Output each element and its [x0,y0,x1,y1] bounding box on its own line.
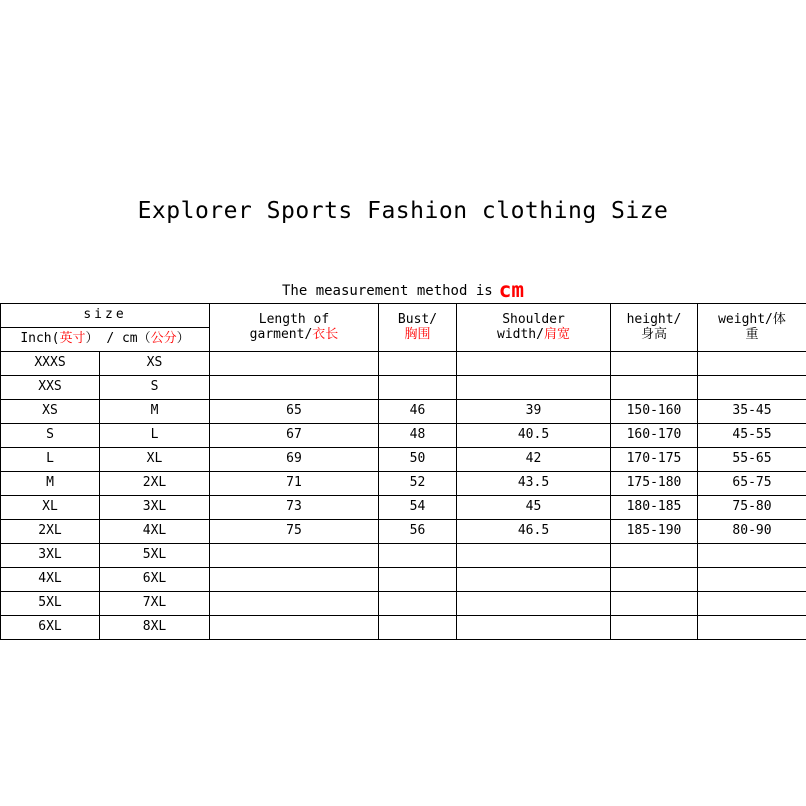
cell-length [210,376,379,400]
table-row [1,544,806,568]
cell-bust [379,592,457,616]
cell-weight [698,616,806,640]
header-inch-cm-label [1,328,210,352]
cell-cm: XL [100,448,210,472]
measurement-method-text: The measurement method is [281,283,493,299]
header-shoulder-line1: Shoulder [502,311,565,327]
header-weight-cn2: 重 [745,326,759,342]
cell-cm: 5XL [100,544,210,568]
cell-shoulder: 43.5 [457,472,611,496]
cell-shoulder: 39 [457,400,611,424]
cell-height: 180-185 [611,496,698,520]
header-length-of-garment [210,304,379,352]
cell-bust: 46 [379,400,457,424]
cell-bust [379,616,457,640]
header-cm-cn: 公分 [150,331,177,347]
cell-cm: 6XL [100,568,210,592]
cell-length [210,568,379,592]
cell-bust: 48 [379,424,457,448]
header-height-cn: 身高 [640,326,667,342]
cell-height [611,376,698,400]
cell-cm: L [100,424,210,448]
header-size-label: size [1,304,210,328]
header-cm-en: cm（ [121,331,151,347]
table-row [1,472,806,496]
cell-cm: M [100,400,210,424]
cell-bust: 50 [379,448,457,472]
cell-bust [379,352,457,376]
header-length-line1: Length of [258,311,330,327]
cell-cm: XS [100,352,210,376]
table-header-row-1 [1,304,806,328]
cell-height [611,544,698,568]
header-length-cn: 衣长 [312,326,339,342]
header-height-line1: height/ [626,311,682,327]
cell-cm: S [100,376,210,400]
cell-weight [698,568,806,592]
header-shoulder-line2: width/ [497,326,544,342]
cell-shoulder [457,568,611,592]
table-row [1,352,806,376]
cell-bust: 56 [379,520,457,544]
table-row [1,520,806,544]
cell-shoulder [457,592,611,616]
cell-length: 75 [210,520,379,544]
cell-weight: 80-90 [698,520,806,544]
cell-weight [698,352,806,376]
cell-length [210,592,379,616]
cell-inch: 3XL [1,544,100,568]
header-weight-line1: weight/ [718,311,773,327]
size-table [0,303,806,640]
cell-bust: 52 [379,472,457,496]
cell-cm: 7XL [100,592,210,616]
cell-shoulder [457,616,611,640]
header-inch-en: Inch( [20,331,60,347]
header-bust [379,304,457,352]
cell-cm: 4XL [100,520,210,544]
table-row [1,400,806,424]
header-slash: / [98,331,122,347]
cell-weight: 55-65 [698,448,806,472]
cell-length: 73 [210,496,379,520]
cell-shoulder [457,352,611,376]
table-row [1,496,806,520]
page-title: Explorer Sports Fashion clothing Size [137,198,669,224]
header-shoulder-cn: 肩宽 [543,326,570,342]
cell-weight: 45-55 [698,424,806,448]
cell-weight: 75-80 [698,496,806,520]
table-row [1,424,806,448]
cell-height: 150-160 [611,400,698,424]
cell-length: 67 [210,424,379,448]
table-row [1,616,806,640]
cell-cm: 3XL [100,496,210,520]
cell-weight [698,592,806,616]
cell-inch: 4XL [1,568,100,592]
header-shoulder-width [457,304,611,352]
cell-weight: 65-75 [698,472,806,496]
cell-height [611,352,698,376]
header-weight [698,304,806,352]
header-cm-close: ） [176,331,190,347]
cell-length [210,616,379,640]
cell-shoulder: 46.5 [457,520,611,544]
cell-length [210,352,379,376]
cell-inch: XXS [1,376,100,400]
cell-inch: S [1,424,100,448]
cell-inch: 6XL [1,616,100,640]
cell-bust [379,376,457,400]
header-inch-cn: 英寸 [59,331,86,347]
cell-length [210,544,379,568]
header-weight-cn: 体 [772,311,786,327]
measurement-method-note [0,278,806,302]
cell-length: 69 [210,448,379,472]
cell-weight [698,544,806,568]
cell-weight [698,376,806,400]
cell-cm: 2XL [100,472,210,496]
cell-inch: XS [1,400,100,424]
cell-height [611,568,698,592]
header-length-line2: garment/ [249,326,313,342]
cell-height: 185-190 [611,520,698,544]
cell-height [611,616,698,640]
header-height [611,304,698,352]
cell-inch: XXXS [1,352,100,376]
cell-inch: 5XL [1,592,100,616]
header-bust-line1: Bust/ [397,311,438,327]
cell-shoulder: 42 [457,448,611,472]
cell-length: 65 [210,400,379,424]
cell-length: 71 [210,472,379,496]
table-row [1,376,806,400]
header-bust-cn: 胸围 [404,326,431,342]
cell-shoulder: 45 [457,496,611,520]
table-row [1,592,806,616]
cell-bust [379,544,457,568]
cell-shoulder [457,376,611,400]
cell-height: 160-170 [611,424,698,448]
measurement-unit: cm [498,278,524,302]
cell-cm: 8XL [100,616,210,640]
cell-shoulder [457,544,611,568]
cell-weight: 35-45 [698,400,806,424]
cell-inch: XL [1,496,100,520]
cell-inch: M [1,472,100,496]
table-row [1,568,806,592]
table-row [1,448,806,472]
header-inch-close: ） [85,331,99,347]
cell-shoulder: 40.5 [457,424,611,448]
cell-bust [379,568,457,592]
cell-bust: 54 [379,496,457,520]
cell-height: 170-175 [611,448,698,472]
cell-height: 175-180 [611,472,698,496]
cell-inch: L [1,448,100,472]
cell-inch: 2XL [1,520,100,544]
cell-height [611,592,698,616]
